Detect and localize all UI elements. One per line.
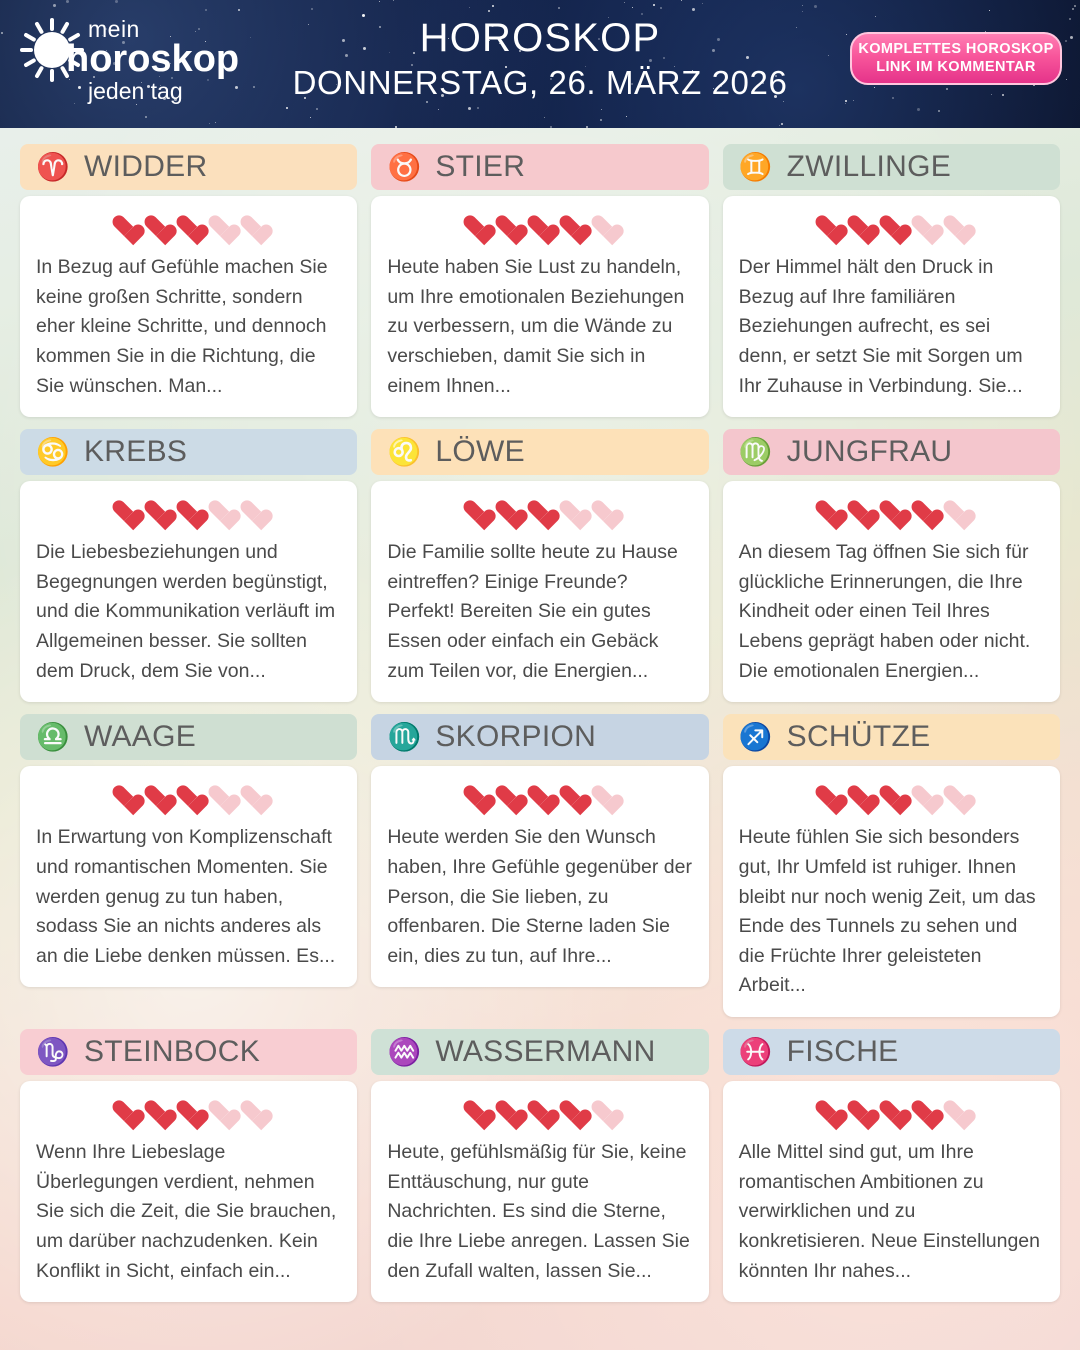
- logo-line-2: horoskop: [66, 38, 240, 80]
- aries-ram-icon: ♈: [36, 151, 70, 182]
- sign-body: [371, 1081, 708, 1302]
- heart-filled-icon: [846, 1099, 873, 1124]
- sign-forecast-text: An diesem Tag öffnen Sie sich für glückliche Erinnerungen, die Ihre Kindheit oder einen Teil Ihres Lebens geprägt haben oder nicht. Die emotionalen Energien...: [738, 541, 1031, 682]
- sign-header: [371, 1029, 708, 1075]
- logo-line-1: mein: [88, 16, 140, 42]
- sign-name: FISCHE: [786, 1035, 899, 1068]
- sign-header: [371, 714, 708, 760]
- heart-filled-icon: [910, 1099, 937, 1124]
- love-rating: [739, 499, 1044, 524]
- logo-line-3: jeden tag: [88, 78, 183, 105]
- cta-badge[interactable]: [850, 32, 1062, 85]
- heart-filled-icon: [878, 784, 905, 809]
- heart-filled-icon: [846, 214, 873, 239]
- sign-forecast-text: Wenn Ihre Liebeslage Überlegungen verdient, nehmen Sie sich die Zeit, die Sie brauchen, um darüber nachzudenken. Kein Konflikt in Sicht, einfach ein...: [36, 1141, 337, 1282]
- heart-empty-icon: [590, 499, 617, 524]
- heart-filled-icon: [558, 784, 585, 809]
- page-header: [0, 0, 1080, 128]
- heart-filled-icon: [814, 214, 841, 239]
- sign-card[interactable]: [20, 429, 357, 702]
- heart-filled-icon: [175, 784, 202, 809]
- sign-header: [371, 429, 708, 475]
- love-rating: [36, 214, 341, 239]
- sign-body: [723, 196, 1060, 417]
- sign-body: [371, 196, 708, 417]
- heart-empty-icon: [207, 784, 234, 809]
- heart-empty-icon: [207, 214, 234, 239]
- heart-filled-icon: [175, 499, 202, 524]
- leo-lion-icon: ♌: [387, 436, 422, 467]
- sign-header: [723, 144, 1060, 190]
- sign-card[interactable]: [20, 144, 357, 417]
- sign-body: [723, 481, 1060, 702]
- heart-filled-icon: [910, 499, 937, 524]
- heart-filled-icon: [526, 214, 553, 239]
- virgo-maiden-icon: ♍: [738, 436, 773, 467]
- heart-filled-icon: [814, 1099, 841, 1124]
- love-rating: [387, 1099, 692, 1124]
- love-rating: [36, 499, 341, 524]
- sign-forecast-text: In Erwartung von Komplizenschaft und romantischen Momenten. Sie werden genug zu tun haben, sodass Sie an nichts anderes als an die Liebe denken müssen. Es...: [36, 826, 336, 967]
- sign-forecast-text: Heute, gefühlsmäßig für Sie, keine Enttäuschung, nur gute Nachrichten. Es sind die Sterne, die Ihre Liebe anregen. Lassen Sie den Zufall walten, lassen Sie...: [387, 1141, 690, 1282]
- heart-filled-icon: [175, 1099, 202, 1124]
- heart-empty-icon: [590, 784, 617, 809]
- sign-body: [20, 766, 357, 987]
- heart-filled-icon: [494, 499, 521, 524]
- love-rating: [387, 499, 692, 524]
- cta-line-2: LINK IM KOMMENTAR: [876, 59, 1036, 75]
- love-rating: [739, 1099, 1044, 1124]
- sign-forecast-text: Die Liebesbeziehungen und Begegnungen werden begünstigt, und die Kommunikation verläuft im Allgemeinen besser. Sie sollten dem Druck, dem Sie von...: [36, 541, 336, 682]
- heart-filled-icon: [462, 1099, 489, 1124]
- sign-forecast-text: Alle Mittel sind gut, um Ihre romantischen Ambitionen zu verwirklichen und zu konkretisieren. Neue Einstellungen könnten Ihr nahes...: [738, 1141, 1041, 1282]
- heart-filled-icon: [814, 784, 841, 809]
- sign-header: [723, 714, 1060, 760]
- sign-card[interactable]: [20, 1029, 357, 1302]
- love-rating: [739, 784, 1044, 809]
- heart-empty-icon: [590, 214, 617, 239]
- heart-filled-icon: [175, 214, 202, 239]
- sign-card[interactable]: [20, 714, 357, 1017]
- sign-name: STEINBOCK: [84, 1035, 261, 1068]
- heart-empty-icon: [558, 499, 585, 524]
- sign-forecast-text: Der Himmel hält den Druck in Bezug auf Ihre familiären Beziehungen aufrecht, es sei denn, er setzt Sie mit Sorgen um Ihr Zuhause in Verbindung. Sie...: [738, 256, 1023, 397]
- heart-filled-icon: [143, 1099, 170, 1124]
- sign-forecast-text: Heute fühlen Sie sich besonders gut, Ihr Umfeld ist ruhiger. Ihnen bleibt nur noch wenig Zeit, um das Ende des Tunnels zu sehen und die Früchte Ihrer geleisteten Arbeit...: [738, 826, 1036, 997]
- heart-filled-icon: [111, 499, 138, 524]
- heart-filled-icon: [878, 1099, 905, 1124]
- heart-empty-icon: [942, 1099, 969, 1124]
- cancer-crab-icon: ♋: [36, 436, 70, 467]
- heart-filled-icon: [143, 499, 170, 524]
- page-date: DONNERSTAG, 26. MÄRZ 2026: [292, 64, 788, 101]
- sign-forecast-text: Die Familie sollte heute zu Hause eintreffen? Einige Freunde? Perfekt! Bereiten Sie ein gutes Essen oder einfach ein Gebäck zum Teilen vor, die Energien...: [387, 541, 678, 682]
- sign-name: WIDDER: [84, 150, 208, 183]
- heart-empty-icon: [207, 499, 234, 524]
- sign-name: SKORPION: [435, 720, 597, 754]
- sign-body: [20, 481, 357, 702]
- sign-body: [20, 1081, 357, 1302]
- love-rating: [739, 214, 1044, 239]
- capricorn-goat-icon: ♑: [36, 1036, 70, 1067]
- heart-empty-icon: [207, 1099, 234, 1124]
- heart-filled-icon: [143, 214, 170, 239]
- love-rating: [387, 784, 692, 809]
- page-title: HOROSKOP: [419, 16, 661, 60]
- gemini-masks-icon: ♊: [738, 151, 773, 182]
- sign-name: SCHÜTZE: [786, 720, 931, 754]
- heart-filled-icon: [558, 1099, 585, 1124]
- sign-card[interactable]: [723, 714, 1060, 1017]
- sign-header: [723, 1029, 1060, 1075]
- sign-header: [20, 714, 357, 760]
- heart-filled-icon: [526, 499, 553, 524]
- heart-filled-icon: [814, 499, 841, 524]
- scorpio-scorpion-icon: ♏: [387, 721, 422, 752]
- sign-body: [371, 481, 708, 702]
- taurus-bull-icon: ♉: [387, 151, 422, 182]
- heart-empty-icon: [239, 214, 266, 239]
- sign-card[interactable]: [371, 1029, 708, 1302]
- sign-header: [371, 144, 708, 190]
- heart-empty-icon: [910, 784, 937, 809]
- heart-filled-icon: [462, 784, 489, 809]
- heart-empty-icon: [590, 1099, 617, 1124]
- love-rating: [387, 214, 692, 239]
- heart-filled-icon: [494, 784, 521, 809]
- sign-body: [723, 1081, 1060, 1302]
- heart-filled-icon: [878, 499, 905, 524]
- sign-header: [20, 429, 357, 475]
- sign-name: JUNGFRAU: [786, 435, 953, 469]
- heart-filled-icon: [846, 499, 873, 524]
- heart-empty-icon: [239, 784, 266, 809]
- heart-filled-icon: [111, 214, 138, 239]
- sign-name: STIER: [435, 150, 526, 183]
- sign-header: [20, 1029, 357, 1075]
- heart-empty-icon: [910, 214, 937, 239]
- sign-name: KREBS: [84, 435, 188, 469]
- heart-filled-icon: [846, 784, 873, 809]
- sign-header: [723, 429, 1060, 475]
- heart-filled-icon: [494, 214, 521, 239]
- aquarius-waterbearer-icon: ♒: [387, 1036, 422, 1067]
- sign-name: WAAGE: [84, 720, 197, 754]
- heart-empty-icon: [239, 1099, 266, 1124]
- cta-line-1: KOMPLETTES HOROSKOP: [858, 41, 1054, 57]
- sign-card[interactable]: [723, 429, 1060, 702]
- sign-body: [20, 196, 357, 417]
- sign-name: ZWILLINGE: [786, 150, 952, 183]
- heart-filled-icon: [111, 1099, 138, 1124]
- horoscope-grid: [0, 128, 1080, 1302]
- heart-empty-icon: [239, 499, 266, 524]
- sign-card[interactable]: [371, 429, 708, 702]
- libra-scales-icon: ♎: [36, 721, 70, 752]
- sign-name: WASSERMANN: [435, 1035, 656, 1068]
- heart-filled-icon: [111, 784, 138, 809]
- sign-header: [20, 144, 357, 190]
- sign-name: LÖWE: [435, 435, 525, 469]
- heart-empty-icon: [942, 214, 969, 239]
- heart-empty-icon: [942, 784, 969, 809]
- heart-filled-icon: [462, 499, 489, 524]
- sign-card[interactable]: [371, 714, 708, 1017]
- love-rating: [36, 784, 341, 809]
- heart-filled-icon: [526, 784, 553, 809]
- sign-forecast-text: Heute werden Sie den Wunsch haben, Ihre Gefühle gegenüber der Person, die Sie lieben, zu offenbaren. Die Sterne laden Sie ein, dies zu tun, auf Ihre...: [387, 826, 692, 967]
- sign-forecast-text: Heute haben Sie Lust zu handeln, um Ihre emotionalen Beziehungen zu verbessern, um die Wände zu verschieben, damit Sie sich in einem Ihnen...: [387, 256, 685, 397]
- heart-empty-icon: [942, 499, 969, 524]
- sagittarius-bow-icon: ♐: [738, 721, 773, 752]
- heart-filled-icon: [462, 214, 489, 239]
- sign-body: [723, 766, 1060, 1017]
- pisces-fish-icon: ♓: [738, 1036, 773, 1067]
- sign-card[interactable]: [723, 144, 1060, 417]
- heart-filled-icon: [878, 214, 905, 239]
- sign-card[interactable]: [371, 144, 708, 417]
- sign-body: [371, 766, 708, 987]
- heart-filled-icon: [558, 214, 585, 239]
- love-rating: [36, 1099, 341, 1124]
- sign-card[interactable]: [723, 1029, 1060, 1302]
- sign-forecast-text: In Bezug auf Gefühle machen Sie keine großen Schritte, sondern eher kleine Schritte, und dennoch kommen Sie in die Richtung, die Sie wünschen. Man...: [36, 256, 328, 397]
- heart-filled-icon: [143, 784, 170, 809]
- heart-filled-icon: [494, 1099, 521, 1124]
- heart-filled-icon: [526, 1099, 553, 1124]
